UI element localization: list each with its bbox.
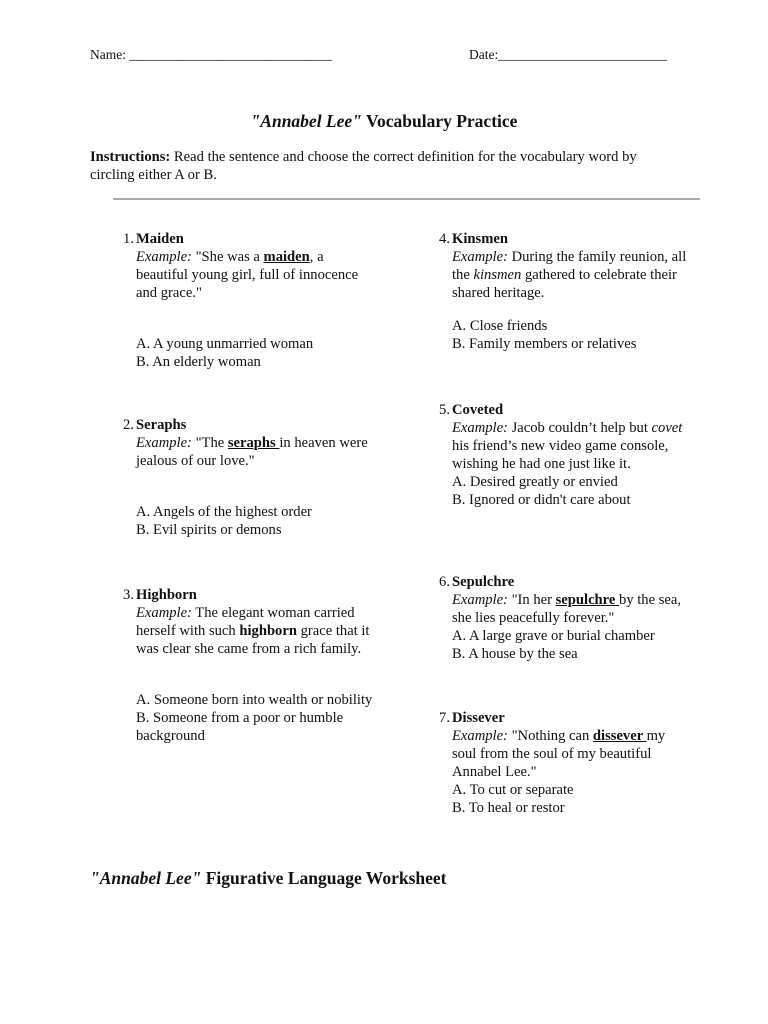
- example-label: Example:: [452, 249, 508, 265]
- option-b[interactable]: B. A house by the sea: [452, 646, 578, 662]
- vocab-item-dissever: [439, 709, 692, 817]
- example-sentence: [136, 604, 376, 658]
- option-a[interactable]: A. Desired greatly or envied: [452, 474, 618, 490]
- item-number: 4.: [439, 231, 450, 247]
- section-title: [90, 869, 446, 887]
- item-number: 1.: [123, 231, 134, 247]
- example-sentence: [452, 727, 692, 781]
- example-sentence: [452, 419, 692, 473]
- example-label: Example:: [452, 420, 508, 436]
- title-rest: Vocabulary Practice: [361, 111, 518, 131]
- sentence-post: in heaven were jealous of our love.": [136, 435, 368, 469]
- vocab-item-kinsmen: [439, 230, 692, 353]
- sentence-keyword: covet: [651, 420, 683, 436]
- sentence-pre: The elegant woman carried herself with such: [136, 605, 355, 639]
- vocab-item-seraphs: [123, 416, 376, 539]
- example-sentence: [136, 248, 376, 302]
- option-a[interactable]: A. A young unmarried woman: [136, 336, 314, 352]
- option-a[interactable]: A. Close friends: [452, 318, 548, 334]
- example-label: Example:: [136, 249, 192, 265]
- sentence-post: , a beautiful young girl, full of innocence and grace.": [136, 249, 359, 301]
- option-b[interactable]: B. To heal or restor: [452, 800, 565, 816]
- instructions: [90, 148, 680, 184]
- sentence-keyword: seraphs: [227, 435, 280, 451]
- example-sentence: [452, 248, 692, 302]
- item-number: 3.: [123, 587, 134, 603]
- vocab-word: Sepulchre: [452, 574, 515, 590]
- option-a[interactable]: A. Angels of the highest order: [136, 504, 312, 520]
- sentence-pre: "Nothing can: [507, 728, 593, 744]
- sentence-pre: During the family reunion, all the: [452, 249, 687, 283]
- sentence-keyword: dissever: [592, 728, 647, 744]
- option-a[interactable]: A. Someone born into wealth or nobility: [136, 692, 373, 708]
- example-sentence: [452, 591, 692, 627]
- sentence-post: by the sea, she lies peacefully forever.": [452, 592, 682, 626]
- option-b[interactable]: B. Someone from a poor or humble background: [136, 710, 344, 744]
- option-b[interactable]: B. Family members or relatives: [452, 336, 637, 352]
- instructions-label: Instructions:: [90, 149, 171, 165]
- option-b[interactable]: B. An elderly woman: [136, 354, 261, 370]
- vocab-word: Coveted: [452, 402, 504, 418]
- sentence-keyword: kinsmen: [473, 267, 522, 283]
- sentence-pre: "In her: [507, 592, 556, 608]
- sentence-post: gathered to celebrate their shared heritage.: [452, 267, 677, 301]
- sentence-post: grace that it was clear she came from a rich family.: [136, 623, 370, 657]
- sentence-keyword: sepulchre: [555, 592, 620, 608]
- page-title: [0, 112, 768, 130]
- sentence-pre: Jacob couldn’t help but: [507, 420, 652, 436]
- sentence-pre: "The: [191, 435, 228, 451]
- item-number: 7.: [439, 710, 450, 726]
- example-sentence: [136, 434, 376, 470]
- sentence-keyword: maiden: [263, 249, 310, 265]
- title-poem-name: "Annabel Lee": [250, 111, 362, 131]
- option-b[interactable]: B. Evil spirits or demons: [136, 522, 282, 538]
- example-label: Example:: [452, 592, 508, 608]
- vocab-item-highborn: [123, 586, 376, 745]
- vocab-word: Highborn: [136, 587, 197, 603]
- sentence-post: my soul from the soul of my beautiful Annabel Lee.": [452, 728, 666, 780]
- example-label: Example:: [452, 728, 508, 744]
- vocab-item-coveted: [439, 401, 692, 509]
- sentence-keyword: highborn: [239, 623, 297, 639]
- sentence-pre: "She was a: [191, 249, 264, 265]
- instructions-text: Read the sentence and choose the correct definition for the vocabulary word by circling either A or B.: [90, 149, 637, 183]
- item-number: 6.: [439, 574, 450, 590]
- date-field: Date:_________________________: [469, 47, 667, 62]
- vocab-word: Maiden: [136, 231, 184, 247]
- example-label: Example:: [136, 605, 192, 621]
- section-poem-name: "Annabel Lee": [90, 868, 202, 888]
- example-label: Example:: [136, 435, 192, 451]
- item-number: 2.: [123, 417, 134, 433]
- name-field: Name: ______________________________: [90, 47, 332, 62]
- section-title-rest: Figurative Language Worksheet: [201, 868, 447, 888]
- option-b[interactable]: B. Ignored or didn't care about: [452, 492, 631, 508]
- vocab-word: Kinsmen: [452, 231, 508, 247]
- vocab-item-maiden: [123, 230, 376, 371]
- item-number: 5.: [439, 402, 450, 418]
- divider: [113, 198, 700, 200]
- option-a[interactable]: A. To cut or separate: [452, 782, 574, 798]
- vocab-item-sepulchre: [439, 573, 692, 663]
- option-a[interactable]: A. A large grave or burial chamber: [452, 628, 655, 644]
- sentence-post: his friend’s new video game console, wishing he had one just like it.: [452, 438, 669, 472]
- vocab-word: Dissever: [452, 710, 505, 726]
- vocab-word: Seraphs: [136, 417, 187, 433]
